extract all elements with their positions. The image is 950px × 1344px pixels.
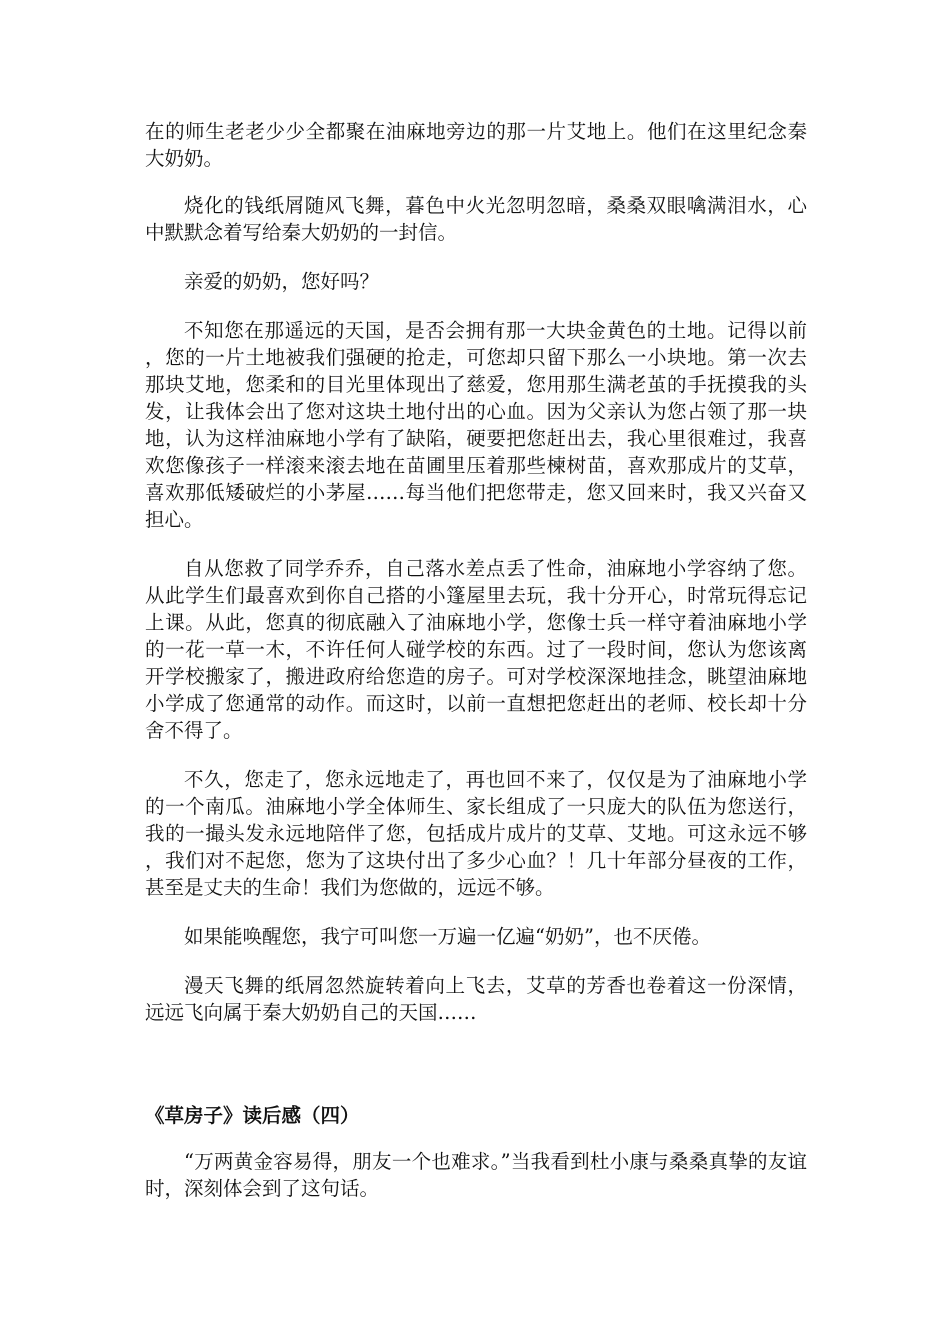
section-spacer bbox=[145, 1048, 807, 1102]
paragraph: 不久，您走了，您永远地走了，再也回不来了，仅仅是为了油麻地小学的一个南瓜。油麻地小学全体师生、家长组成了一只庞大的队伍为您送行，我的一撮头发永远地陪伴了您，包括成片成片的艾草、艾地。可这永远不够，我们对不起您，您为了这块付出了多少心血？！几十年部分昼夜的工作，甚至是丈夫的生命！我们为您做的，远远不够。 bbox=[145, 768, 807, 899]
section-heading: 《草房子》读后感（四） bbox=[145, 1104, 360, 1127]
paragraph: 烧化的钱纸屑随风飞舞，暮色中火光忽明忽暗，桑桑双眼噙满泪水，心中默默念着写给秦大奶奶的一封信。 bbox=[145, 194, 807, 244]
document-page bbox=[145, 118, 807, 1224]
paragraph: 自从您救了同学乔乔，自己落水差点丢了性命，油麻地小学容纳了您。从此学生们最喜欢到你自己搭的小篷屋里去玩，我十分开心，时常玩得忘记上课。从此，您真的彻底融入了油麻地小学，您像士兵一样守着油麻地小学的一花一草一木，不许任何人碰学校的东西。过了一段时间，您认为您该离开学校搬家了，搬进政府给您造的房子。可对学校深深地挂念，眺望油麻地小学成了您通常的动作。而这时，以前一直想把您赶出的老师、校长却十分舍不得了。 bbox=[145, 557, 807, 742]
paragraph: 不知您在那遥远的天国，是否会拥有那一大块金黄色的土地。记得以前，您的一片土地被我们强硬的抢走，可您却只留下那么一小块地。第一次去那块艾地，您柔和的目光里体现出了慈爱，您用那生满老茧的手抚摸我的头发，让我体会出了您对这块土地付出的心血。因为父亲认为您占领了那一块地，认为这样油麻地小学有了缺陷，硬要把您赶出去，我心里很难过，我喜欢您像孩子一样滚来滚去地在苗圃里压着那些楝树苗，喜欢那成片的艾草，喜欢那低矮破烂的小茅屋……每当他们把您带走，您又回来时，我又兴奋又担心。 bbox=[145, 319, 807, 531]
paragraph: “万两黄金容易得，朋友一个也难求。”当我看到杜小康与桑桑真挚的友谊时，深刻体会到了这句话。 bbox=[145, 1150, 807, 1200]
paragraph: 如果能唤醒您，我宁可叫您一万遍一亿遍“奶奶”，也不厌倦。 bbox=[184, 925, 711, 948]
paragraph-continuation: 在的师生老老少少全都聚在油麻地旁边的那一片艾地上。他们在这里纪念秦大奶奶。 bbox=[145, 120, 807, 170]
paragraph-letter-greeting: 亲爱的奶奶，您好吗？ bbox=[184, 270, 380, 293]
paragraph: 漫天飞舞的纸屑忽然旋转着向上飞去，艾草的芳香也卷着这一份深情，远远飞向属于秦大奶奶自己的天国…… bbox=[145, 974, 807, 1024]
